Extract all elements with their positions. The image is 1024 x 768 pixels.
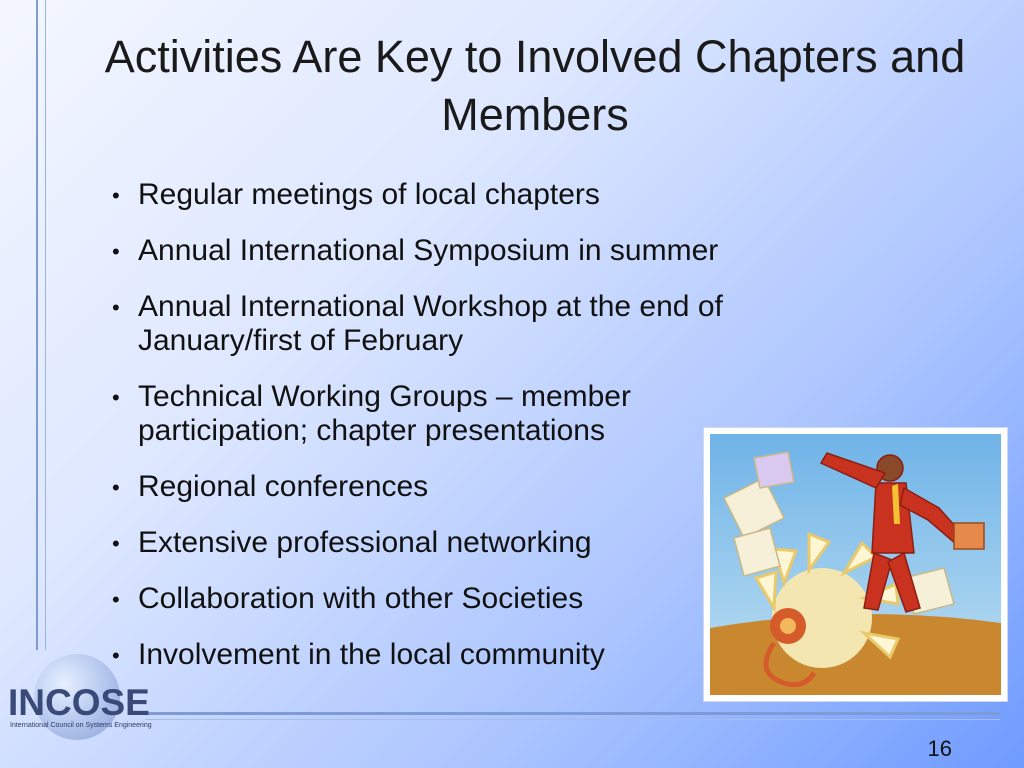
logo-wordmark: INCOSE [8,682,150,723]
logo-subtitle: International Council on Systems Engineering [10,722,152,729]
businessman-flying-papers-illustration [703,427,1008,702]
bullet-dot: • [112,385,120,410]
bullet-text: Technical Working Groups – member participation; chapter presentations [138,380,631,447]
bullet-text: Regional conferences [138,470,429,503]
left-rule-line-thin [45,0,46,650]
bullet-dot: • [112,475,120,500]
bullet-text: Extensive professional networking [138,526,592,559]
page-number: 16 [927,736,952,761]
bullet-dot: • [112,643,120,668]
bullet-item [110,234,810,268]
bullet-item [110,178,810,212]
bullet-dot: • [112,531,120,556]
bottom-rule-line-thin [145,719,1000,720]
bullet-dot: • [112,183,120,208]
bullet-dot: • [112,587,120,612]
bullet-item [110,380,738,448]
left-rule-line [36,0,38,650]
bottom-rule-line [145,712,1000,715]
bullet-item [110,290,810,358]
bullet-text: Collaboration with other Societies [138,582,584,615]
bullet-text: Regular meetings of local chapters [138,178,600,211]
slide-title: Activities Are Key to Involved Chapters and Members [104,31,966,140]
bullet-text: Annual International Workshop at the end of January/first of February [138,290,723,357]
bullet-text: Annual International Symposium in summer [138,234,719,267]
bullet-text: Involvement in the local community [138,638,605,671]
bullet-dot: • [112,295,120,320]
bullet-dot: • [112,239,120,264]
incose-logo [4,652,154,748]
